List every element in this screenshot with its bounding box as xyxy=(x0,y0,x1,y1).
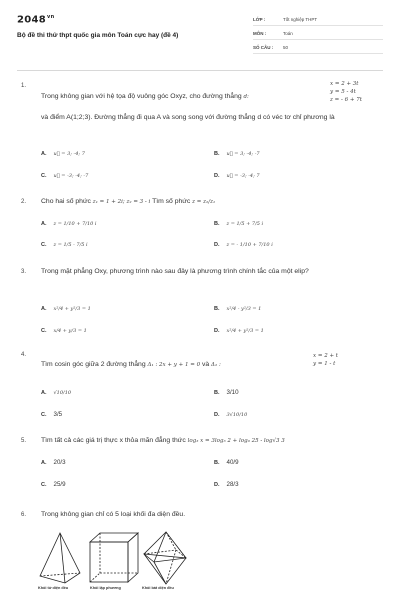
header-divider xyxy=(17,70,383,71)
option-text: u⃗ = 3; -4; -7 xyxy=(226,151,260,157)
option-letter: C. xyxy=(41,173,47,179)
option-text: x²/4 + y²/3 = 1 xyxy=(226,328,264,334)
option-text: x²/4 + y²/3 = 1 xyxy=(53,306,91,312)
question-number: 4. xyxy=(21,352,27,358)
option-text: 25/9 xyxy=(53,481,66,488)
option-d[interactable] xyxy=(214,172,260,179)
option-letter: D. xyxy=(214,412,220,418)
figure-caption: Khối lập phương xyxy=(90,586,121,590)
option-letter: B. xyxy=(214,221,220,227)
option-letter: A. xyxy=(41,390,47,396)
question-line: Tìm số phức xyxy=(152,198,191,205)
option-letter: A. xyxy=(41,306,47,312)
octahedron-figure xyxy=(144,532,186,584)
question-4 xyxy=(17,352,387,427)
question-text xyxy=(41,92,381,102)
question-5 xyxy=(17,436,387,498)
site-logo[interactable] xyxy=(17,14,54,25)
math-expression: z = z₂/z₁ xyxy=(192,199,216,205)
system-line: x = 2 + 3t xyxy=(330,81,359,87)
option-b[interactable] xyxy=(214,389,239,396)
meta-count-row xyxy=(253,42,383,54)
option-letter: A. xyxy=(41,221,47,227)
logo-suffix: vn xyxy=(47,14,55,20)
math-expression: log₃ x = 3log₃ 2 + log₉ 25 - log√3 3 xyxy=(187,438,285,444)
option-letter: A. xyxy=(41,460,47,466)
question-2 xyxy=(17,197,387,257)
system-line: x = 2 + t xyxy=(313,353,339,359)
option-letter: C. xyxy=(41,328,47,334)
meta-value: Toán xyxy=(283,31,293,36)
option-c[interactable] xyxy=(41,241,88,248)
meta-value: 50 xyxy=(283,45,289,50)
option-d[interactable] xyxy=(214,327,264,334)
math-expression: z₁ = 1 + 2i; z₂ = 3 - i xyxy=(92,199,151,205)
meta-subject-row xyxy=(253,28,383,40)
question-6 xyxy=(17,510,387,526)
option-text: 3/10 xyxy=(226,389,239,396)
meta-key: SỐ CÂU : xyxy=(253,45,274,50)
option-text: z = 1/5 - 7/5 i xyxy=(53,242,88,248)
meta-value: Tốt nghiệp THPT xyxy=(283,17,318,22)
question-text: Trong không gian chỉ có 5 loại khối đa diện đều. xyxy=(41,511,186,518)
option-b[interactable] xyxy=(214,150,260,157)
option-letter: C. xyxy=(41,412,47,418)
question-line: Tìm tất cả các giá trị thực x thỏa mãn đẳng thức xyxy=(41,437,186,444)
question-line: Cho hai số phức xyxy=(41,198,91,205)
option-letter: B. xyxy=(214,306,220,312)
option-d[interactable] xyxy=(214,411,247,418)
question-line: Tìm cosin góc giữa 2 đường thẳng xyxy=(41,361,146,368)
tetrahedron-figure xyxy=(40,533,80,583)
option-c[interactable] xyxy=(41,327,87,334)
option-text: 40/9 xyxy=(226,459,239,466)
option-c[interactable] xyxy=(41,411,62,418)
question-text xyxy=(41,436,381,446)
option-text: x²/4 - y²/3 = 1 xyxy=(226,306,262,312)
option-text: 3√10/10 xyxy=(226,412,248,418)
option-letter: D. xyxy=(214,328,220,334)
math-expression: Δ₂ : xyxy=(211,362,221,368)
figure-caption: Khối bát diện đều xyxy=(142,586,174,590)
question-text xyxy=(41,197,381,207)
question-text-continued: và điểm A(1;2;3). Đường thẳng đi qua A và song song với đường thẳng d có véc tơ chỉ phương là xyxy=(41,114,335,121)
question-number: 5. xyxy=(21,438,27,444)
meta-key: MÔN : xyxy=(253,31,267,36)
option-letter: C. xyxy=(41,242,47,248)
option-d[interactable] xyxy=(214,241,273,248)
question-text xyxy=(41,360,321,370)
option-a[interactable] xyxy=(41,150,85,157)
option-a[interactable] xyxy=(41,389,71,396)
logo-text: 2048 xyxy=(17,14,47,26)
question-number: 6. xyxy=(21,512,27,518)
system-line: y = 5 - 4t xyxy=(330,89,356,95)
system-line: y = 1 - t xyxy=(313,361,336,367)
meta-key: LỚP : xyxy=(253,17,266,22)
option-letter: B. xyxy=(214,390,220,396)
option-text: 28/3 xyxy=(226,481,239,488)
option-letter: C. xyxy=(41,482,47,488)
meta-class-row xyxy=(253,14,383,26)
page-header xyxy=(0,0,400,68)
question-number: 1. xyxy=(21,83,27,89)
option-c[interactable] xyxy=(41,481,66,488)
option-text: z = 1/5 + 7/5 i xyxy=(226,221,264,227)
option-b[interactable] xyxy=(214,220,263,227)
option-letter: D. xyxy=(214,482,220,488)
option-text: 20/3 xyxy=(53,459,66,466)
option-text: 3/5 xyxy=(53,411,63,418)
option-text: u⃗ = -3; -4; -7 xyxy=(53,173,89,179)
option-letter: D. xyxy=(214,242,220,248)
option-a[interactable] xyxy=(41,220,97,227)
question-number: 3. xyxy=(21,269,27,275)
option-text: z = - 1/10 + 7/10 i xyxy=(226,242,273,248)
polyhedra-illustration xyxy=(38,530,188,586)
question-line: và xyxy=(201,361,210,368)
option-text: x/4 + y/3 = 1 xyxy=(53,328,87,334)
option-a[interactable] xyxy=(41,305,91,312)
polyhedra-figures xyxy=(38,530,188,592)
option-text: z = 1/10 + 7/10 i xyxy=(53,221,97,227)
option-text: u⃗ = -3; -4; 7 xyxy=(226,173,260,179)
option-letter: A. xyxy=(41,151,47,157)
option-letter: B. xyxy=(214,460,220,466)
option-b[interactable] xyxy=(214,305,261,312)
question-3 xyxy=(17,267,387,342)
option-text: u⃗ = 3; -4; 7 xyxy=(53,151,85,157)
option-c[interactable] xyxy=(41,172,88,179)
question-text: Trong mặt phẳng Oxy, phương trình nào sau đây là phương trình chính tắc của một elip? xyxy=(41,268,309,275)
option-letter: B. xyxy=(214,151,220,157)
option-b[interactable] xyxy=(214,459,239,466)
option-d[interactable] xyxy=(214,481,239,488)
cube-figure xyxy=(90,533,138,582)
question-line: Trong không gian với hệ tọa độ vuông góc Oxyz, cho đường thẳng xyxy=(41,93,242,100)
document-title: Bộ đề thi thử thpt quốc gia môn Toán cực hay (đề 4) xyxy=(17,32,179,39)
question-number: 2. xyxy=(21,199,27,205)
option-text: √10/10 xyxy=(53,390,72,396)
system-line: z = - 6 + 7t xyxy=(330,97,362,103)
option-letter: D. xyxy=(214,173,220,179)
question-1 xyxy=(17,80,387,190)
option-a[interactable] xyxy=(41,459,66,466)
figure-caption: Khối tứ diện đều xyxy=(38,586,69,590)
math-expression: Δ₁ : 2x + y + 1 = 0 xyxy=(147,362,201,368)
math-expression: d: xyxy=(243,94,249,100)
